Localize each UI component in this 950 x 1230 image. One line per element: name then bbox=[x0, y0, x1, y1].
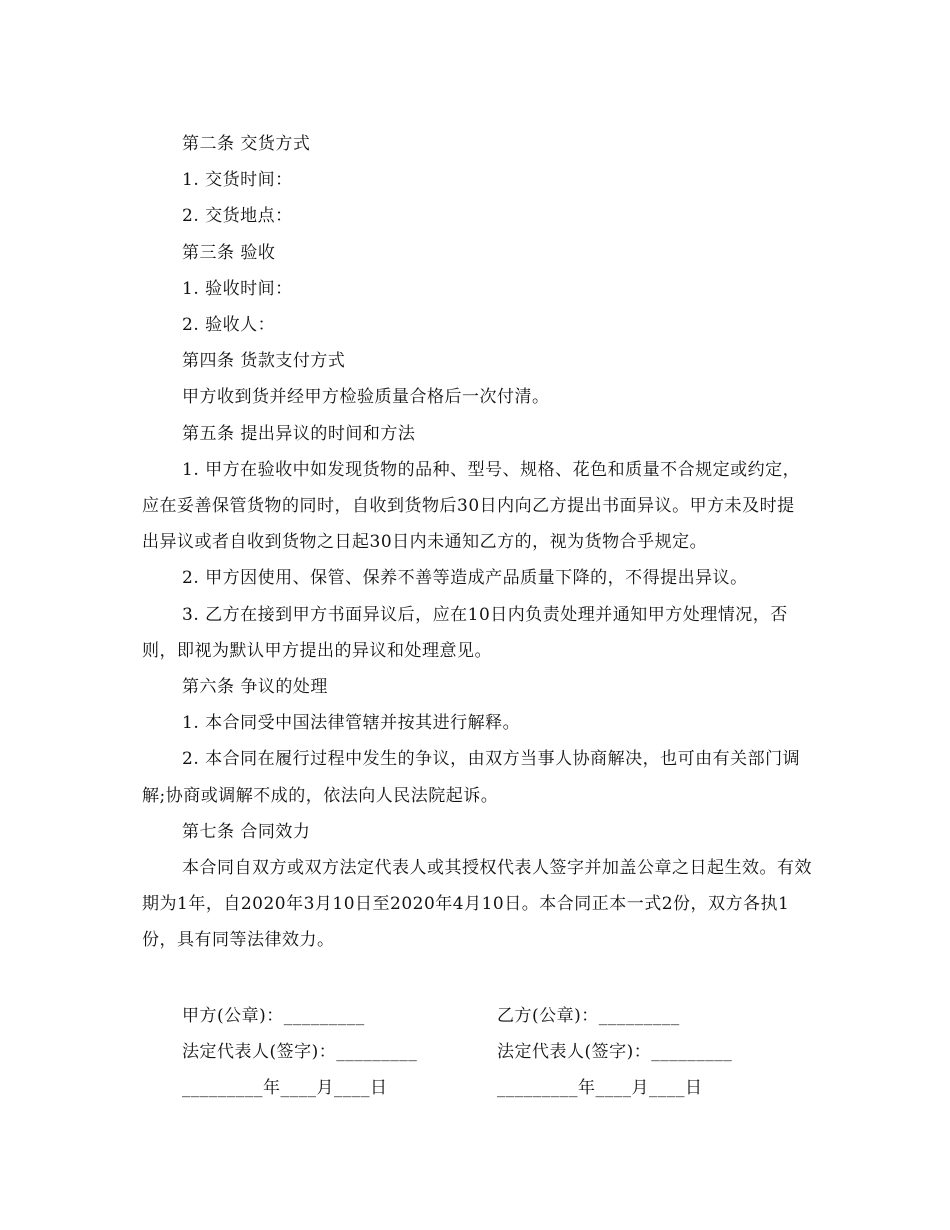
party-a-seal-line: 甲方(公章)：_________ bbox=[182, 1006, 365, 1026]
article-7-heading: 第七条 合同效力 bbox=[182, 821, 311, 842]
article-4-heading: 第四条 货款支付方式 bbox=[182, 351, 346, 372]
validity-paragraph: 本合同自双方或双方法定代表人或其授权代表人签字并加盖公章之日起生效。有效期为1年，自2020年3月10日至2020年4月10日。本合同正本一式2份，双方各执1份，具有同等法律效力。 bbox=[142, 858, 812, 951]
party-a-date-line: _________年____月____日 bbox=[182, 1078, 388, 1099]
party-b-representative-line: 法定代表人(签字)：_________ bbox=[497, 1042, 733, 1063]
seal-row bbox=[182, 998, 812, 1034]
dispute-clause-2: 2. 本合同在履行过程中发生的争议，由双方当事人协商解决，也可由有关部门调解;协商或调解不成的，依法向人民法院起诉。 bbox=[142, 749, 801, 806]
date-row bbox=[182, 1070, 812, 1106]
inspector-item: 2. 验收人： bbox=[182, 315, 276, 336]
signature-block bbox=[182, 998, 812, 1107]
representative-row bbox=[182, 1034, 812, 1070]
objection-clause-3: 3. 乙方在接到甲方书面异议后，应在10日内负责处理并通知甲方处理情况，否则，即视为默认甲方提出的异议和处理意见。 bbox=[142, 604, 788, 661]
article-3-heading: 第三条 验收 bbox=[182, 242, 276, 263]
dispute-clause-1: 1. 本合同受中国法律管辖并按其进行解释。 bbox=[182, 713, 521, 734]
delivery-time-item: 1. 交货时间： bbox=[182, 170, 293, 191]
payment-paragraph: 甲方收到货并经甲方检验质量合格后一次付清。 bbox=[182, 387, 550, 408]
article-6-heading: 第六条 争议的处理 bbox=[182, 677, 328, 698]
objection-clause-1: 1. 甲方在验收中如发现货物的品种、型号、规格、花色和质量不合规定或约定，应在妥善保管货物的同时，自收到货物后30日内向乙方提出书面异议。甲方未及时提出异议或者自收到货物之日起30日内未通知乙方的，视为货物合乎规定。 bbox=[142, 459, 801, 553]
inspection-time-item: 1. 验收时间： bbox=[182, 278, 293, 299]
party-a-representative-line: 法定代表人(签字)：_________ bbox=[182, 1042, 418, 1063]
article-5-heading: 第五条 提出异议的时间和方法 bbox=[182, 423, 416, 444]
objection-clause-2: 2. 甲方因使用、保管、保养不善等造成产品质量下降的，不得提出异议。 bbox=[182, 568, 748, 589]
delivery-place-item: 2. 交货地点： bbox=[182, 206, 293, 227]
party-b-seal-line: 乙方(公章)：_________ bbox=[497, 1006, 680, 1026]
contract-body bbox=[142, 126, 812, 959]
party-b-date-line: _________年____月____日 bbox=[497, 1078, 703, 1099]
article-2-heading: 第二条 交货方式 bbox=[182, 134, 311, 154]
